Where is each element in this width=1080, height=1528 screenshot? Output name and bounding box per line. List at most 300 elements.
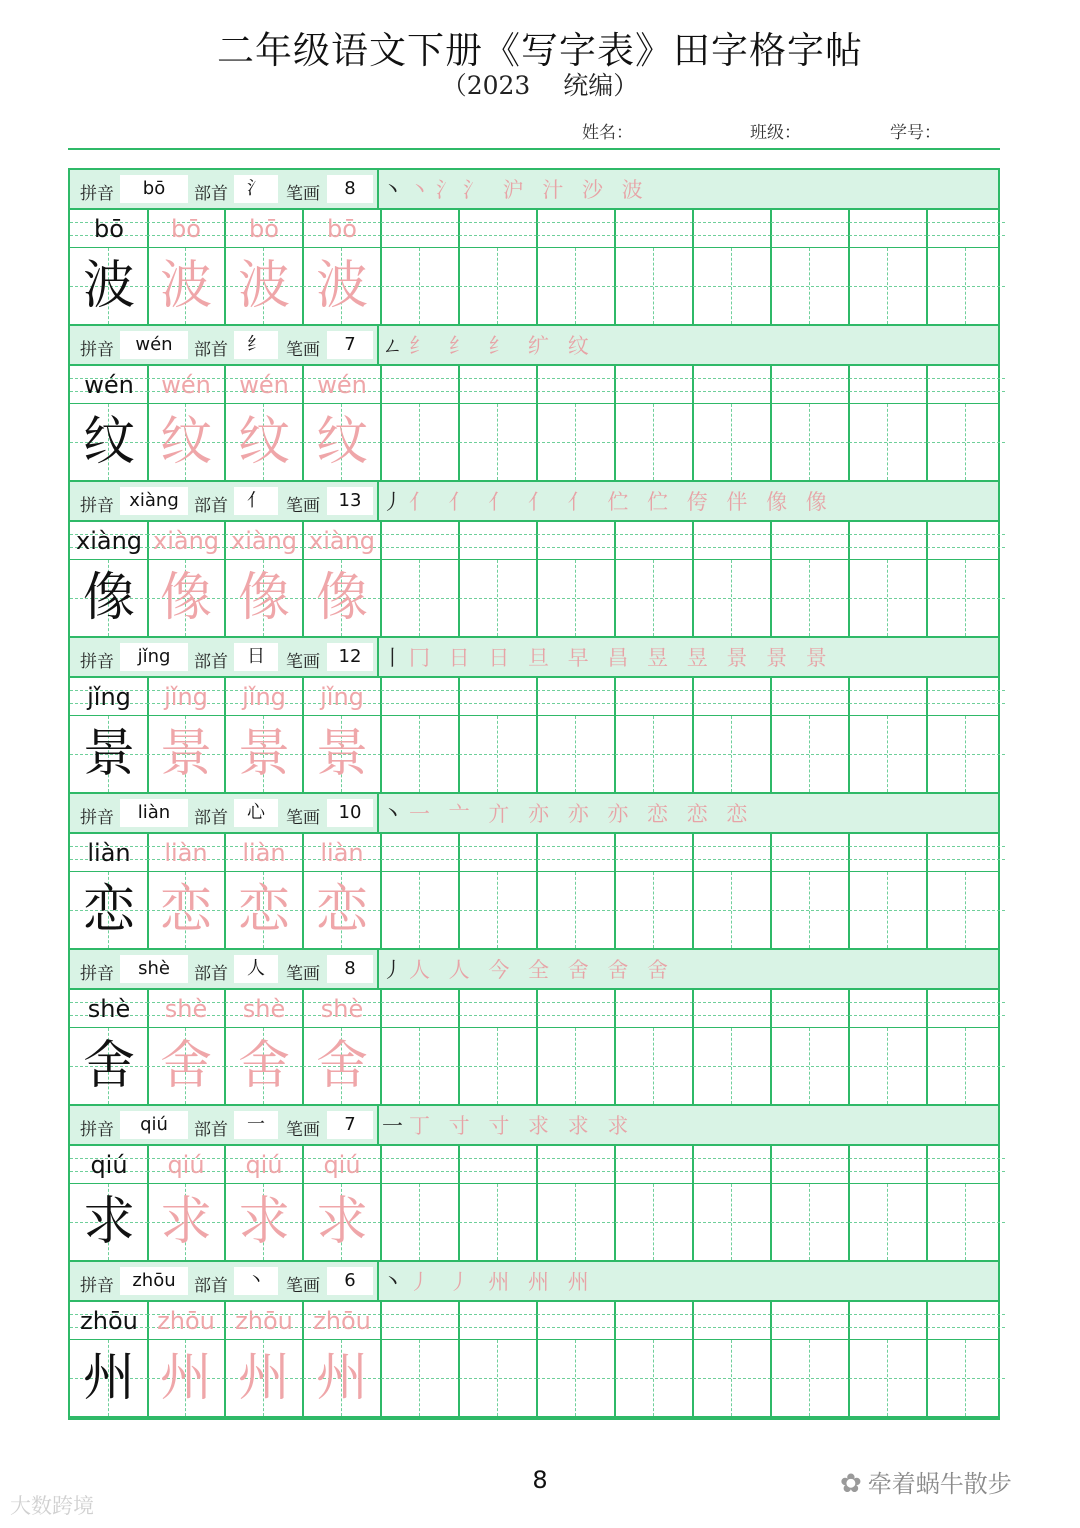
- pinyin-practice-cell[interactable]: [693, 366, 771, 404]
- tianzige-cell[interactable]: [70, 404, 148, 480]
- pinyin-practice-cell[interactable]: [927, 1302, 1005, 1340]
- tianzige-cell[interactable]: [693, 248, 771, 324]
- tianzige-cell[interactable]: [693, 560, 771, 636]
- tianzige-cell[interactable]: [381, 1028, 459, 1104]
- pinyin-practice-cell[interactable]: [225, 990, 303, 1028]
- tianzige-cell[interactable]: [849, 1028, 927, 1104]
- tianzige-cell[interactable]: [537, 716, 615, 792]
- pinyin-practice-cell[interactable]: [225, 522, 303, 560]
- tianzige-cell[interactable]: [381, 716, 459, 792]
- pinyin-practice-cell[interactable]: [849, 834, 927, 872]
- pinyin-practice-cell[interactable]: [693, 678, 771, 716]
- tianzige-vertical-guide: [731, 1184, 732, 1260]
- pinyin-practice-cell[interactable]: [225, 210, 303, 248]
- pinyin-guide-line: [849, 859, 927, 860]
- tianzige-cell[interactable]: [225, 716, 303, 792]
- pinyin-guide-line: [693, 1158, 771, 1159]
- pinyin-practice-cell[interactable]: [459, 210, 537, 248]
- tianzige-cell[interactable]: [927, 404, 1005, 480]
- pinyin-trace: shè: [242, 995, 286, 1023]
- tianzige-cell[interactable]: [225, 872, 303, 948]
- pinyin-guide-line: [537, 1015, 615, 1016]
- pinyin-guide-line: [693, 859, 771, 860]
- pinyin-practice-cell[interactable]: [615, 1146, 693, 1184]
- pinyin-practice-cell[interactable]: [147, 210, 225, 248]
- tianzige-cell[interactable]: [537, 560, 615, 636]
- tianzige-cell[interactable]: [537, 1028, 615, 1104]
- info-row: [70, 950, 998, 990]
- pinyin-guide-line: [537, 1314, 615, 1315]
- pinyin-practice-cell[interactable]: [147, 522, 225, 560]
- pinyin-value: zhōu: [120, 1267, 188, 1295]
- stroke-order: [382, 174, 649, 206]
- hanzi-trace: 波: [159, 256, 212, 316]
- pinyin-practice-cell[interactable]: [849, 1146, 927, 1184]
- pinyin-practice-cell[interactable]: [303, 678, 381, 716]
- tianzige-cell[interactable]: [537, 248, 615, 324]
- tianzige-cell[interactable]: [771, 1028, 849, 1104]
- pinyin-practice-cell[interactable]: [927, 522, 1005, 560]
- pinyin-row: [70, 366, 998, 404]
- radical-value: 心: [234, 799, 278, 827]
- pinyin-practice-cell[interactable]: [70, 522, 148, 560]
- pinyin-practice-cell[interactable]: [927, 210, 1005, 248]
- tianzige-cell[interactable]: [771, 1184, 849, 1260]
- hanzi-trace: 舍: [237, 1036, 290, 1096]
- pinyin-practice-cell[interactable]: [70, 834, 148, 872]
- tianzige-cell[interactable]: [381, 872, 459, 948]
- tianzige-cell[interactable]: [225, 1184, 303, 1260]
- pinyin-practice-cell[interactable]: [147, 834, 225, 872]
- pinyin-guide-line: [537, 378, 615, 379]
- tianzige-cell[interactable]: [537, 872, 615, 948]
- tianzige-cell[interactable]: [303, 1340, 381, 1416]
- pinyin-practice-cell[interactable]: [771, 1302, 849, 1340]
- tianzige-cell[interactable]: [225, 1028, 303, 1104]
- tianzige-cell[interactable]: [147, 716, 225, 792]
- pinyin-label: 拼音: [80, 340, 114, 360]
- tianzige-cell[interactable]: [693, 1028, 771, 1104]
- tianzige-cell[interactable]: [771, 1340, 849, 1416]
- stroke-order-trace: 亻 亻 亻 亻 亻 伫 伫 侉 伴 像 像: [409, 490, 833, 514]
- pinyin-practice-cell[interactable]: [537, 210, 615, 248]
- tianzige-cell[interactable]: [303, 248, 381, 324]
- tianzige-vertical-guide: [653, 1028, 654, 1104]
- info-divider: [377, 1262, 379, 1302]
- pinyin-practice-cell[interactable]: [225, 366, 303, 404]
- pinyin-practice-cell[interactable]: [615, 678, 693, 716]
- info-row: [70, 794, 998, 834]
- pinyin-guide-line: [615, 1158, 693, 1159]
- tianzige-cell[interactable]: [615, 560, 693, 636]
- pinyin-practice-cell[interactable]: [537, 1302, 615, 1340]
- pinyin-guide-line: [849, 391, 927, 392]
- tianzige-cell[interactable]: [615, 1184, 693, 1260]
- pinyin-guide-line: [615, 1002, 693, 1003]
- pinyin-practice-cell[interactable]: [147, 1146, 225, 1184]
- class-label: 班级：: [750, 123, 801, 143]
- pinyin-practice-cell[interactable]: [693, 834, 771, 872]
- tianzige-cell[interactable]: [927, 1028, 1005, 1104]
- pinyin-practice-cell[interactable]: [771, 210, 849, 248]
- tianzige-vertical-guide: [497, 716, 498, 792]
- tianzige-vertical-guide: [731, 1340, 732, 1416]
- tianzige-cell[interactable]: [70, 716, 148, 792]
- pinyin-practice-cell[interactable]: [381, 1146, 459, 1184]
- tianzige-vertical-guide: [497, 248, 498, 324]
- pinyin-guide-line: [459, 690, 537, 691]
- tianzige-cell[interactable]: [147, 248, 225, 324]
- pinyin-guide-line: [537, 391, 615, 392]
- pinyin-practice-cell[interactable]: [771, 1146, 849, 1184]
- tianzige-cell[interactable]: [459, 872, 537, 948]
- pinyin-practice-cell[interactable]: [849, 678, 927, 716]
- pinyin-practice-cell[interactable]: [147, 366, 225, 404]
- info-row: [70, 170, 998, 210]
- tianzige-cell[interactable]: [381, 560, 459, 636]
- pinyin-practice-cell[interactable]: [459, 834, 537, 872]
- tianzige-cell[interactable]: [771, 560, 849, 636]
- pinyin-practice-cell[interactable]: [927, 1146, 1005, 1184]
- pinyin-practice-cell[interactable]: [70, 1302, 148, 1340]
- tianzige-cell[interactable]: [849, 404, 927, 480]
- pinyin-practice-cell[interactable]: [459, 1302, 537, 1340]
- pinyin-practice-cell[interactable]: [459, 522, 537, 560]
- tianzige-cell[interactable]: [927, 872, 1005, 948]
- tianzige-horizontal-guide: [849, 910, 927, 911]
- pinyin-guide-line: [459, 235, 537, 236]
- pinyin-guide-line: [381, 1015, 459, 1016]
- tianzige-cell[interactable]: [147, 1340, 225, 1416]
- tianzige-cell[interactable]: [693, 1340, 771, 1416]
- tianzige-cell[interactable]: [459, 1340, 537, 1416]
- hanzi-trace: 恋: [237, 880, 290, 940]
- tianzige-vertical-guide: [731, 872, 732, 948]
- pinyin-practice-cell[interactable]: [537, 834, 615, 872]
- tianzige-cell[interactable]: [147, 1184, 225, 1260]
- pinyin-practice-cell[interactable]: [615, 834, 693, 872]
- tianzige-horizontal-guide: [537, 286, 615, 287]
- tianzige-cell[interactable]: [381, 248, 459, 324]
- tianzige-vertical-guide: [731, 404, 732, 480]
- stroke-order: [382, 954, 674, 986]
- tianzige-cell[interactable]: [615, 716, 693, 792]
- tianzige-cell[interactable]: [693, 716, 771, 792]
- tianzige-cell[interactable]: [693, 872, 771, 948]
- pinyin-practice-cell[interactable]: [537, 522, 615, 560]
- tianzige-cell[interactable]: [771, 872, 849, 948]
- tianzige-vertical-guide: [887, 1340, 888, 1416]
- pinyin-practice-cell[interactable]: [459, 366, 537, 404]
- tianzige-cell[interactable]: [771, 248, 849, 324]
- pinyin-row: [70, 210, 998, 248]
- pinyin-practice-cell[interactable]: [537, 678, 615, 716]
- tianzige-cell[interactable]: [849, 872, 927, 948]
- tianzige-cell[interactable]: [459, 1028, 537, 1104]
- pinyin-practice-cell[interactable]: [927, 366, 1005, 404]
- pinyin-practice-cell[interactable]: [615, 522, 693, 560]
- stroke-count-label: 笔画: [286, 964, 320, 984]
- stroke-order: [382, 642, 833, 674]
- tianzige-horizontal-guide: [927, 598, 1005, 599]
- tianzige-cell[interactable]: [537, 404, 615, 480]
- tianzige-cell[interactable]: [70, 872, 148, 948]
- tianzige-cell[interactable]: [849, 560, 927, 636]
- pinyin-practice-cell[interactable]: [927, 678, 1005, 716]
- pinyin-practice-cell[interactable]: [693, 1302, 771, 1340]
- pinyin-practice-cell[interactable]: [849, 1302, 927, 1340]
- tianzige-horizontal-guide: [693, 1066, 771, 1067]
- tianzige-cell[interactable]: [693, 404, 771, 480]
- tianzige-cell[interactable]: [225, 1340, 303, 1416]
- pinyin-model: jǐng: [87, 683, 131, 711]
- tianzige-cell[interactable]: [615, 404, 693, 480]
- hanzi-trace: 像: [315, 568, 368, 628]
- pinyin-guide-line: [537, 222, 615, 223]
- pinyin-practice-cell[interactable]: [381, 366, 459, 404]
- pinyin-practice-cell[interactable]: [615, 210, 693, 248]
- pinyin-practice-cell[interactable]: [70, 366, 148, 404]
- pinyin-practice-cell[interactable]: [303, 366, 381, 404]
- pinyin-practice-cell[interactable]: [459, 678, 537, 716]
- pinyin-practice-cell[interactable]: [225, 1302, 303, 1340]
- pinyin-trace: xiàng: [230, 527, 298, 555]
- pinyin-guide-line: [849, 534, 927, 535]
- pinyin-practice-cell[interactable]: [771, 678, 849, 716]
- pinyin-practice-cell[interactable]: [70, 1146, 148, 1184]
- pinyin-guide-line: [537, 1327, 615, 1328]
- pinyin-guide-line: [381, 1327, 459, 1328]
- pinyin-practice-cell[interactable]: [303, 990, 381, 1028]
- student-id-label: 学号：: [890, 123, 941, 143]
- tianzige-cell[interactable]: [381, 1184, 459, 1260]
- pinyin-practice-cell[interactable]: [771, 990, 849, 1028]
- pinyin-guide-line: [459, 1327, 537, 1328]
- tianzige-cell[interactable]: [147, 560, 225, 636]
- tianzige-cell[interactable]: [381, 404, 459, 480]
- tianzige-horizontal-guide: [615, 286, 693, 287]
- tianzige-vertical-guide: [965, 1028, 966, 1104]
- tianzige-vertical-guide: [653, 248, 654, 324]
- tianzige-cell[interactable]: [303, 404, 381, 480]
- pinyin-practice-cell[interactable]: [771, 834, 849, 872]
- pinyin-row: [70, 834, 998, 872]
- pinyin-guide-line: [849, 378, 927, 379]
- pinyin-practice-cell[interactable]: [615, 366, 693, 404]
- tianzige-vertical-guide: [887, 1028, 888, 1104]
- pinyin-practice-cell[interactable]: [381, 834, 459, 872]
- character-block: [70, 170, 998, 326]
- pinyin-practice-cell[interactable]: [70, 990, 148, 1028]
- stroke-count-label: 笔画: [286, 652, 320, 672]
- tianzige-horizontal-guide: [927, 1066, 1005, 1067]
- pinyin-label: 拼音: [80, 1120, 114, 1140]
- pinyin-guide-line: [771, 534, 849, 535]
- pinyin-trace: bō: [249, 215, 279, 243]
- pinyin-trace: liàn: [320, 839, 364, 867]
- tianzige-horizontal-guide: [849, 442, 927, 443]
- tianzige-cell[interactable]: [147, 872, 225, 948]
- pinyin-practice-cell[interactable]: [303, 834, 381, 872]
- pinyin-practice-cell[interactable]: [849, 522, 927, 560]
- tianzige-vertical-guide: [731, 1028, 732, 1104]
- pinyin-practice-cell[interactable]: [225, 1146, 303, 1184]
- tianzige-cell[interactable]: [849, 1340, 927, 1416]
- pinyin-guide-line: [771, 859, 849, 860]
- stroke-order-first: 丶: [382, 178, 409, 202]
- pinyin-guide-line: [771, 846, 849, 847]
- pinyin-practice-cell[interactable]: [615, 990, 693, 1028]
- pinyin-practice-cell[interactable]: [381, 210, 459, 248]
- pinyin-practice-cell[interactable]: [381, 1302, 459, 1340]
- hanzi-model: 求: [82, 1192, 135, 1252]
- pinyin-guide-line: [459, 1002, 537, 1003]
- tianzige-horizontal-guide: [537, 442, 615, 443]
- tianzige-cell[interactable]: [459, 404, 537, 480]
- pinyin-practice-cell[interactable]: [147, 678, 225, 716]
- pinyin-guide-line: [849, 846, 927, 847]
- pinyin-practice-cell[interactable]: [381, 678, 459, 716]
- tianzige-horizontal-guide: [849, 1222, 927, 1223]
- pinyin-practice-cell[interactable]: [771, 522, 849, 560]
- pinyin-trace: jǐng: [320, 683, 364, 711]
- tianzige-cell[interactable]: [303, 716, 381, 792]
- pinyin-practice-cell[interactable]: [303, 210, 381, 248]
- pinyin-practice-cell[interactable]: [693, 1146, 771, 1184]
- tianzige-horizontal-guide: [537, 1378, 615, 1379]
- pinyin-guide-line: [927, 235, 1005, 236]
- tianzige-cell[interactable]: [147, 404, 225, 480]
- pinyin-guide-line: [459, 222, 537, 223]
- tianzige-cell[interactable]: [147, 1028, 225, 1104]
- tianzige-cell[interactable]: [70, 1184, 148, 1260]
- tianzige-cell[interactable]: [459, 560, 537, 636]
- pinyin-practice-cell[interactable]: [147, 990, 225, 1028]
- tianzige-horizontal-guide: [771, 1066, 849, 1067]
- pinyin-practice-cell[interactable]: [459, 1146, 537, 1184]
- pinyin-practice-cell[interactable]: [70, 210, 148, 248]
- pinyin-practice-cell[interactable]: [537, 990, 615, 1028]
- hanzi-row: [70, 872, 998, 950]
- pinyin-practice-cell[interactable]: [303, 522, 381, 560]
- tianzige-vertical-guide: [809, 872, 810, 948]
- pinyin-practice-cell[interactable]: [70, 678, 148, 716]
- pinyin-practice-cell[interactable]: [693, 990, 771, 1028]
- pinyin-trace: qiú: [323, 1151, 361, 1179]
- tianzige-cell[interactable]: [225, 560, 303, 636]
- tianzige-cell[interactable]: [303, 1028, 381, 1104]
- pinyin-practice-cell[interactable]: [849, 990, 927, 1028]
- tianzige-horizontal-guide: [693, 442, 771, 443]
- pinyin-trace: wén: [239, 371, 289, 399]
- pinyin-practice-cell[interactable]: [849, 210, 927, 248]
- tianzige-cell[interactable]: [615, 1340, 693, 1416]
- pinyin-practice-cell[interactable]: [615, 1302, 693, 1340]
- tianzige-cell[interactable]: [303, 1184, 381, 1260]
- tianzige-cell[interactable]: [615, 1028, 693, 1104]
- pinyin-practice-cell[interactable]: [849, 366, 927, 404]
- character-block: [70, 482, 998, 638]
- tianzige-cell[interactable]: [771, 404, 849, 480]
- pinyin-practice-cell[interactable]: [459, 990, 537, 1028]
- tianzige-cell[interactable]: [849, 716, 927, 792]
- pinyin-practice-cell[interactable]: [693, 210, 771, 248]
- wechat-icon: ✿: [840, 1469, 862, 1499]
- pinyin-value: jǐng: [120, 643, 188, 671]
- character-block: [70, 638, 998, 794]
- tianzige-vertical-guide: [887, 560, 888, 636]
- pinyin-practice-cell[interactable]: [537, 366, 615, 404]
- character-block: [70, 950, 998, 1106]
- tianzige-cell[interactable]: [927, 560, 1005, 636]
- tianzige-cell[interactable]: [537, 1340, 615, 1416]
- tianzige-horizontal-guide: [381, 598, 459, 599]
- pinyin-guide-line: [927, 391, 1005, 392]
- tianzige-cell[interactable]: [70, 248, 148, 324]
- pinyin-practice-cell[interactable]: [927, 990, 1005, 1028]
- pinyin-guide-line: [927, 1002, 1005, 1003]
- tianzige-cell[interactable]: [225, 248, 303, 324]
- tianzige-cell[interactable]: [303, 872, 381, 948]
- pinyin-row: [70, 522, 998, 560]
- tianzige-horizontal-guide: [381, 754, 459, 755]
- pinyin-practice-cell[interactable]: [693, 522, 771, 560]
- tianzige-cell[interactable]: [615, 248, 693, 324]
- tianzige-cell[interactable]: [303, 560, 381, 636]
- pinyin-practice-cell[interactable]: [225, 834, 303, 872]
- tianzige-cell[interactable]: [70, 1028, 148, 1104]
- tianzige-cell[interactable]: [927, 1184, 1005, 1260]
- tianzige-cell[interactable]: [70, 1340, 148, 1416]
- tianzige-vertical-guide: [575, 1184, 576, 1260]
- pinyin-practice-cell[interactable]: [303, 1146, 381, 1184]
- pinyin-guide-line: [537, 534, 615, 535]
- pinyin-row: [70, 1302, 998, 1340]
- tianzige-cell[interactable]: [70, 560, 148, 636]
- pinyin-practice-cell[interactable]: [303, 1302, 381, 1340]
- tianzige-cell[interactable]: [225, 404, 303, 480]
- page-title: 二年级语文下册《写字表》田字格字帖: [217, 29, 863, 72]
- tianzige-cell[interactable]: [459, 248, 537, 324]
- tianzige-cell[interactable]: [849, 1184, 927, 1260]
- tianzige-cell[interactable]: [693, 1184, 771, 1260]
- tianzige-cell[interactable]: [771, 716, 849, 792]
- pinyin-practice-cell[interactable]: [225, 678, 303, 716]
- tianzige-vertical-guide: [653, 872, 654, 948]
- tianzige-cell[interactable]: [927, 716, 1005, 792]
- pinyin-practice-cell[interactable]: [771, 366, 849, 404]
- tianzige-cell[interactable]: [615, 872, 693, 948]
- pinyin-guide-line: [693, 391, 771, 392]
- pinyin-practice-cell[interactable]: [537, 1146, 615, 1184]
- pinyin-practice-cell[interactable]: [381, 990, 459, 1028]
- pinyin-guide-line: [927, 222, 1005, 223]
- tianzige-horizontal-guide: [849, 286, 927, 287]
- tianzige-cell[interactable]: [927, 1340, 1005, 1416]
- tianzige-cell[interactable]: [459, 716, 537, 792]
- tianzige-horizontal-guide: [537, 754, 615, 755]
- tianzige-cell[interactable]: [927, 248, 1005, 324]
- tianzige-vertical-guide: [419, 716, 420, 792]
- tianzige-cell[interactable]: [459, 1184, 537, 1260]
- pinyin-practice-cell[interactable]: [381, 522, 459, 560]
- tianzige-cell[interactable]: [381, 1340, 459, 1416]
- tianzige-cell[interactable]: [537, 1184, 615, 1260]
- watermark-right: [840, 1464, 1012, 1499]
- pinyin-practice-cell[interactable]: [927, 834, 1005, 872]
- tianzige-cell[interactable]: [849, 248, 927, 324]
- pinyin-practice-cell[interactable]: [147, 1302, 225, 1340]
